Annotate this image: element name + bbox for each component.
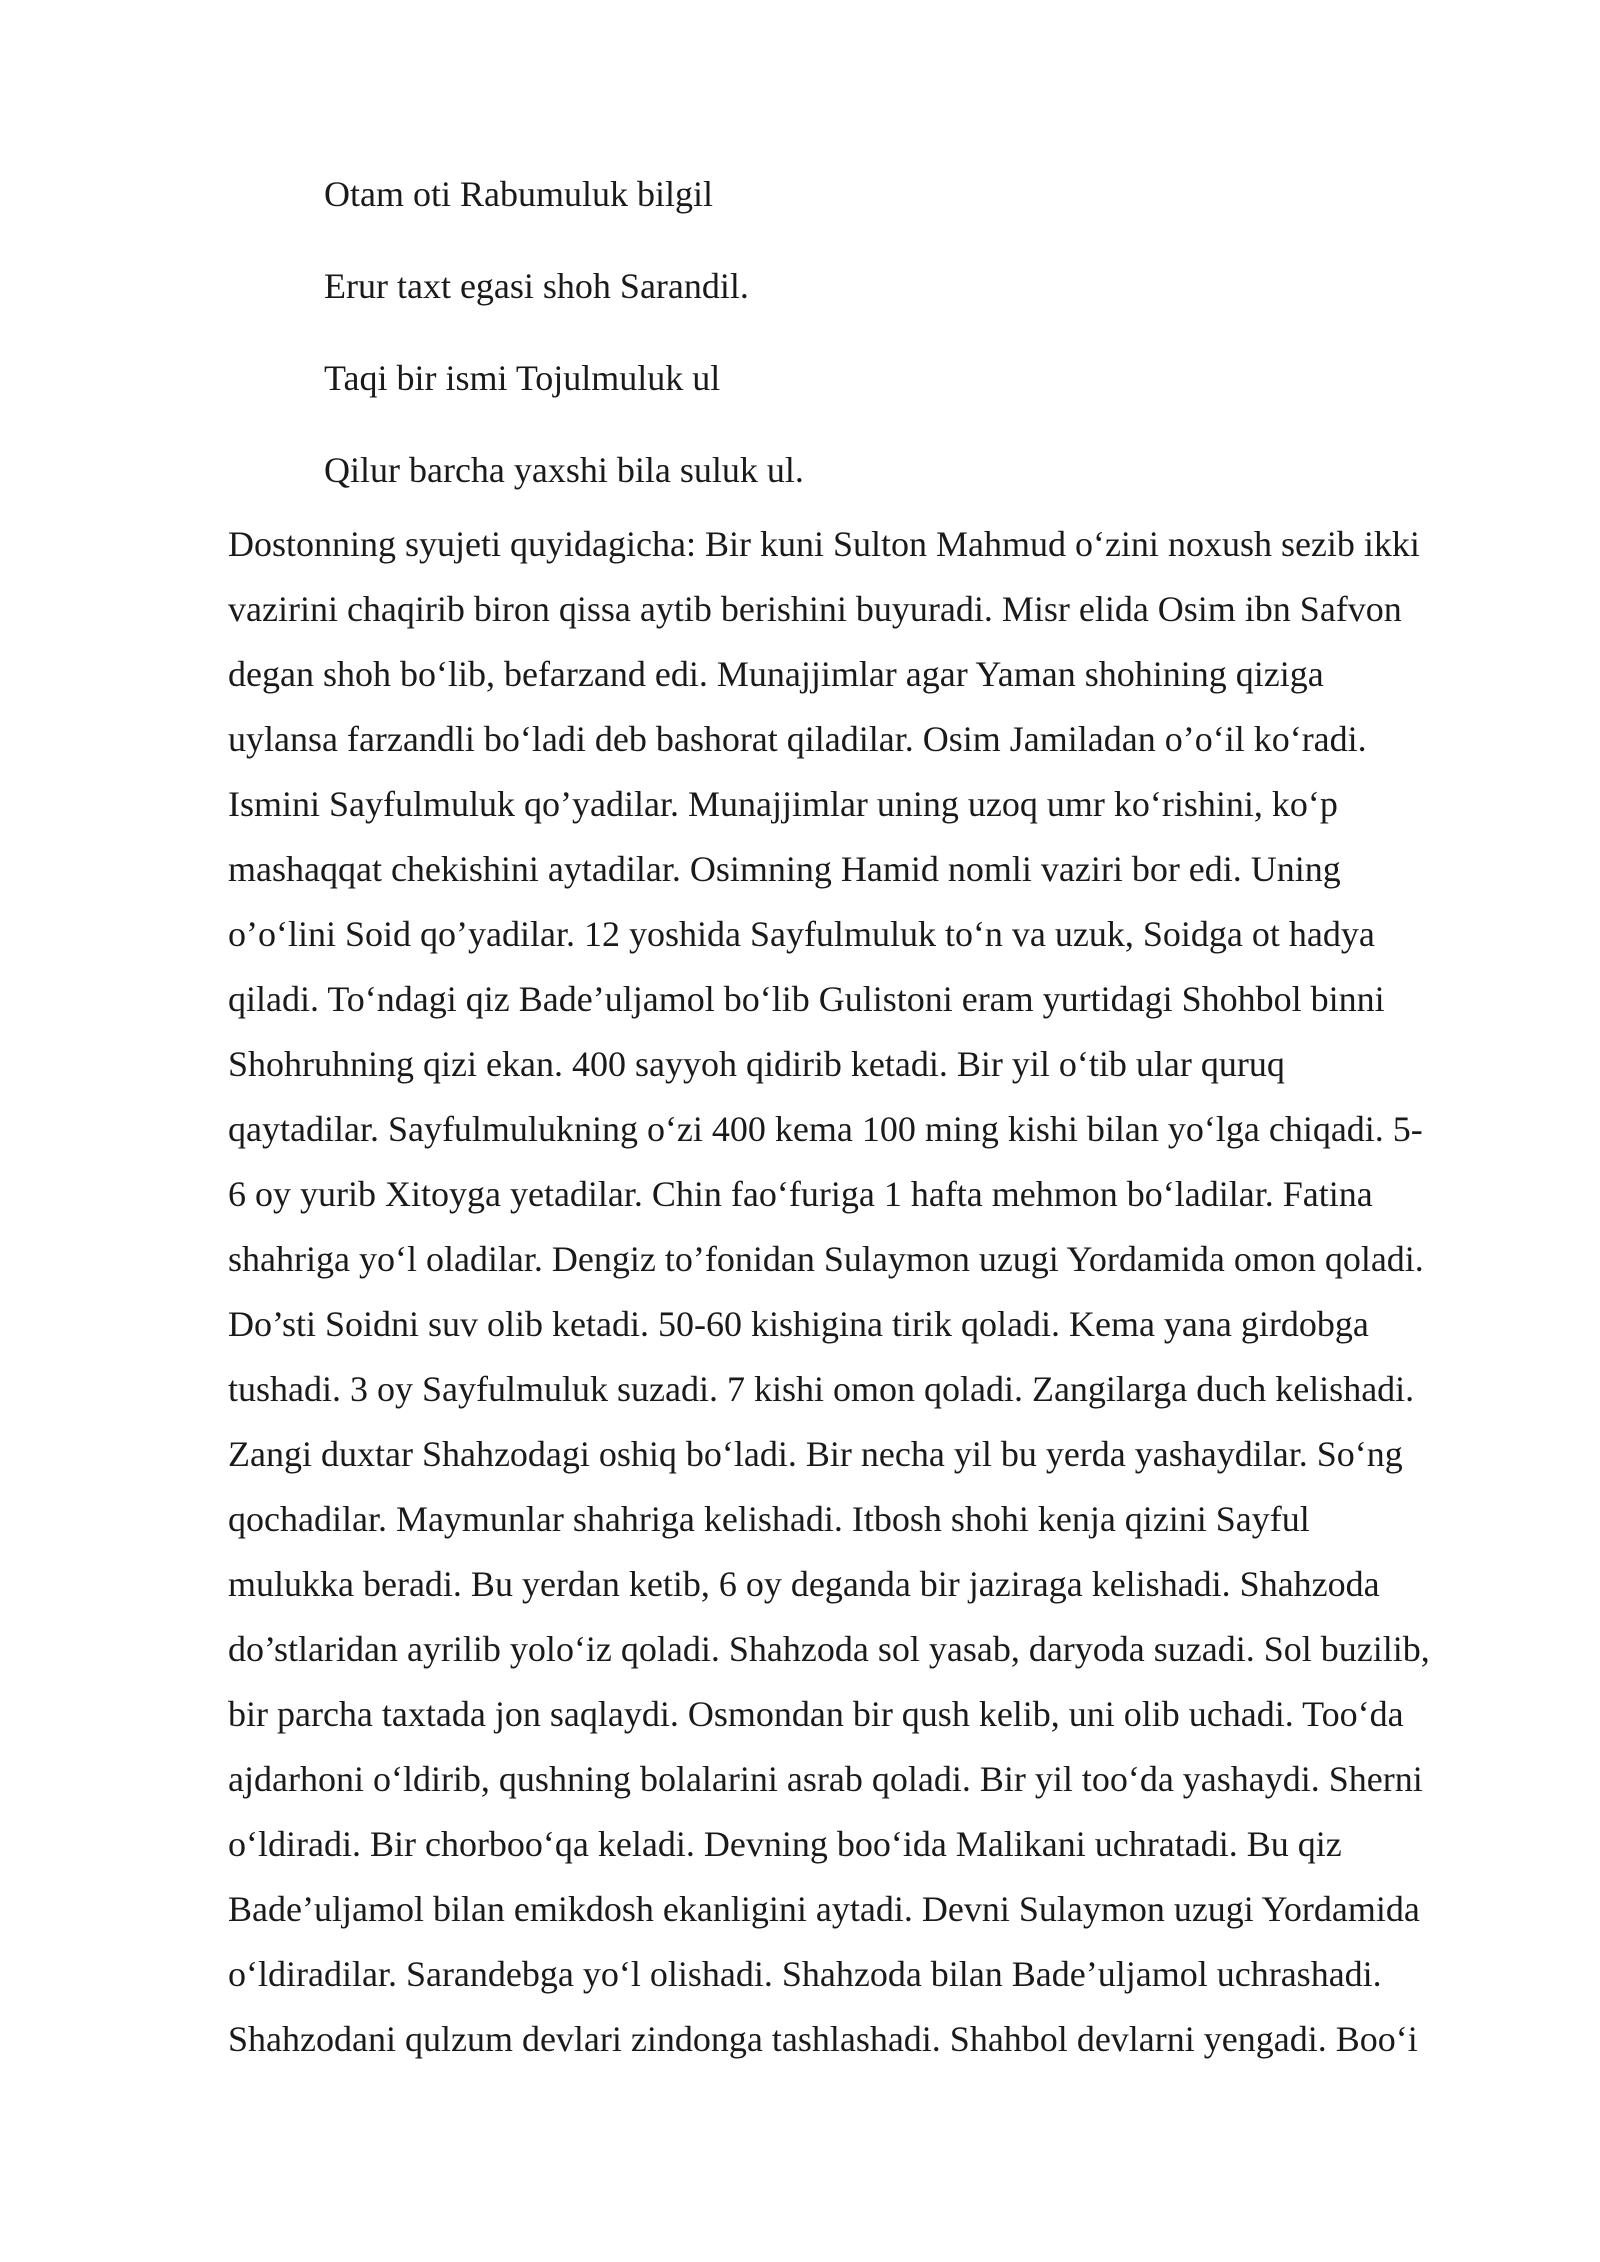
paragraph-line: qochadilar. Maymunlar shahriga kelishadi. Itbosh shohi kenja qizini Sayful (228, 1499, 1310, 1539)
verse-line: Erur taxt egasi shoh Sarandil. (324, 266, 749, 306)
paragraph-line: Shahzodani qulzum devlari zindonga tashlashadi. Shahbol devlarni yengadi. Boo‘i (228, 2019, 1418, 2059)
body-paragraph (228, 512, 1486, 2072)
verse-line: Otam oti Rabumuluk bilgil (324, 174, 713, 214)
paragraph-line: Zangi duxtar Shahzodagi oshiq bo‘ladi. Bir necha yil bu yerda yashaydilar. So‘ng (228, 1434, 1403, 1474)
paragraph-line: o‘ldiradi. Bir chorboo‘qa keladi. Devning boo‘ida Malikani uchratadi. Bu qiz (228, 1824, 1342, 1864)
verse-block (324, 148, 1424, 516)
paragraph-line: ajdarhoni o‘ldirib, qushning bolalarini asrab qoladi. Bir yil too‘da yashaydi. Sherni (228, 1759, 1423, 1799)
paragraph-line: Shohruhning qizi ekan. 400 sayyoh qidirib ketadi. Bir yil o‘tib ular quruq (228, 1044, 1285, 1084)
paragraph-line: tushadi. 3 oy Sayfulmuluk suzadi. 7 kishi omon qoladi. Zangilarga duch kelishadi. (228, 1369, 1415, 1409)
paragraph-line: uylansa farzandli bo‘ladi deb bashorat qiladilar. Osim Jamiladan o’o‘il ko‘radi. (228, 719, 1367, 759)
paragraph-line: do’stlaridan ayrilib yolo‘iz qoladi. Shahzoda sol yasab, daryoda suzadi. Sol buzilib, (228, 1629, 1430, 1669)
paragraph-line: mulukka beradi. Bu yerdan ketib, 6 oy deganda bir jaziraga kelishadi. Shahzoda (228, 1564, 1380, 1604)
verse-line: Qilur barcha yaxshi bila suluk ul. (324, 450, 804, 490)
paragraph-line: qaytadilar. Sayfulmulukning o‘zi 400 kema 100 ming kishi bilan yo‘lga chiqadi. 5- (228, 1109, 1423, 1149)
paragraph-line: Dostonning syujeti quyidagicha: Bir kuni Sulton Mahmud o‘zini noxush sezib ikki (228, 524, 1420, 564)
paragraph-line: o’o‘lini Soid qo’yadilar. 12 yoshida Sayfulmuluk to‘n va uzuk, Soidga ot hadya (228, 914, 1375, 954)
paragraph-line: vazirini chaqirib biron qissa aytib berishini buyuradi. Misr elida Osim ibn Safvon (228, 589, 1402, 629)
paragraph-line: o‘ldiradilar. Sarandebga yo‘l olishadi. Shahzoda bilan Bade’uljamol uchrashadi. (228, 1954, 1382, 1994)
paragraph-line: qiladi. To‘ndagi qiz Bade’uljamol bo‘lib Gulistoni eram yurtidagi Shohbol binni (228, 979, 1385, 1019)
paragraph-line: mashaqqat chekishini aytadilar. Osimning Hamid nomli vaziri bor edi. Uning (228, 849, 1341, 889)
verse-line: Taqi bir ismi Tojulmuluk ul (324, 358, 721, 398)
paragraph-line: shahriga yo‘l oladilar. Dengiz to’fonidan Sulaymon uzugi Yordamida omon qoladi. (228, 1239, 1424, 1279)
paragraph-line: degan shoh bo‘lib, befarzand edi. Munajjimlar agar Yaman shohining qiziga (228, 654, 1324, 694)
paragraph-line: bir parcha taxtada jon saqlaydi. Osmondan bir qush kelib, uni olib uchadi. Too‘da (228, 1694, 1404, 1734)
paragraph-line: Do’sti Soidni suv olib ketadi. 50-60 kishigina tirik qoladi. Kema yana girdobga (228, 1304, 1369, 1344)
paragraph-line: 6 oy yurib Xitoyga yetadilar. Chin fao‘furiga 1 hafta mehmon bo‘ladilar. Fatina (228, 1174, 1373, 1214)
paragraph-line: Bade’uljamol bilan emikdosh ekanligini aytadi. Devni Sulaymon uzugi Yordamida (228, 1889, 1420, 1929)
paragraph-line: Ismini Sayfulmuluk qo’yadilar. Munajjimlar uning uzoq umr ko‘rishini, ko‘p (228, 784, 1338, 824)
